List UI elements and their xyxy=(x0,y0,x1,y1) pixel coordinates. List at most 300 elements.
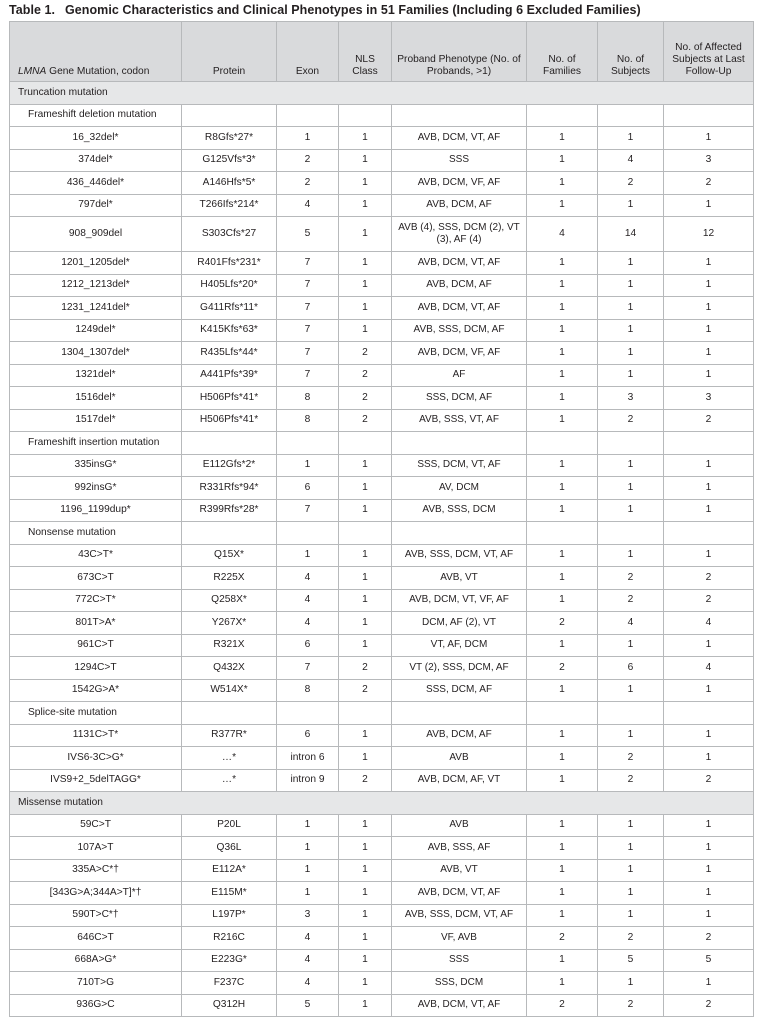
cell-affected: 5 xyxy=(664,949,754,972)
cell-subjects: 1 xyxy=(598,679,664,702)
cell-families: 2 xyxy=(527,994,598,1017)
cell-subjects: 2 xyxy=(598,994,664,1017)
cell-families: 1 xyxy=(527,364,598,387)
cell-phenotype: VT (2), SSS, DCM, AF xyxy=(392,657,527,680)
cell-families: 1 xyxy=(527,949,598,972)
cell-mutation: 1231_1241del* xyxy=(10,297,182,320)
table-row xyxy=(10,882,754,905)
cell-mutation: 335insG* xyxy=(10,454,182,477)
cell-protein: R401Ffs*231* xyxy=(182,252,277,275)
cell-exon: 1 xyxy=(277,837,339,860)
cell-subjects: 4 xyxy=(598,612,664,635)
cell-phenotype: SSS, DCM, VT, AF xyxy=(392,454,527,477)
cell-families: 1 xyxy=(527,769,598,792)
cell-nls: 2 xyxy=(339,657,392,680)
cell-protein: Q258X* xyxy=(182,589,277,612)
table-row xyxy=(10,747,754,770)
cell-subjects: 1 xyxy=(598,972,664,995)
cell-exon: 1 xyxy=(277,859,339,882)
cell-families: 1 xyxy=(527,904,598,927)
cell-protein: R321X xyxy=(182,634,277,657)
cell-mutation: 335A>C*† xyxy=(10,859,182,882)
cell-nls: 1 xyxy=(339,544,392,567)
cell-subjects: 1 xyxy=(598,904,664,927)
table-row xyxy=(10,837,754,860)
cell-exon: 7 xyxy=(277,657,339,680)
cell-families: 1 xyxy=(527,567,598,590)
col-subjects: No. of Subjects xyxy=(598,22,664,82)
cell-families: 1 xyxy=(527,409,598,432)
cell-nls: 1 xyxy=(339,149,392,172)
cell-affected: 1 xyxy=(664,194,754,217)
cell-subjects: 1 xyxy=(598,859,664,882)
cell-protein: E115M* xyxy=(182,882,277,905)
cell-phenotype: AVB xyxy=(392,747,527,770)
cell-nls: 1 xyxy=(339,927,392,950)
cell-phenotype: AVB, VT xyxy=(392,567,527,590)
cell-families: 1 xyxy=(527,252,598,275)
cell-protein: H506Pfs*41* xyxy=(182,387,277,410)
cell-families: 1 xyxy=(527,342,598,365)
cell-affected: 2 xyxy=(664,172,754,195)
table-row xyxy=(10,679,754,702)
cell-subjects: 1 xyxy=(598,544,664,567)
cell-exon: 7 xyxy=(277,499,339,522)
table-row xyxy=(10,814,754,837)
cell-mutation: 797del* xyxy=(10,194,182,217)
cell-phenotype: AVB, VT xyxy=(392,859,527,882)
table-row xyxy=(10,859,754,882)
table-row xyxy=(10,927,754,950)
table-title xyxy=(9,3,641,17)
table-row xyxy=(10,994,754,1017)
table-row xyxy=(10,499,754,522)
subcategory-row: Nonsense mutation xyxy=(10,522,754,545)
cell-families: 1 xyxy=(527,724,598,747)
cell-phenotype: AVB, SSS, DCM xyxy=(392,499,527,522)
cell-mutation: 673C>T xyxy=(10,567,182,590)
cell-mutation: 801T>A* xyxy=(10,612,182,635)
cell-protein: A441Pfs*39* xyxy=(182,364,277,387)
cell-nls: 1 xyxy=(339,127,392,150)
cell-nls: 1 xyxy=(339,252,392,275)
cell-phenotype: DCM, AF (2), VT xyxy=(392,612,527,635)
cell-phenotype: AVB, DCM, VT, AF xyxy=(392,297,527,320)
cell-affected: 1 xyxy=(664,904,754,927)
cell-mutation: 1516del* xyxy=(10,387,182,410)
table-row xyxy=(10,972,754,995)
cell-mutation: 1304_1307del* xyxy=(10,342,182,365)
cell-protein: L197P* xyxy=(182,904,277,927)
table-row xyxy=(10,297,754,320)
cell-nls: 2 xyxy=(339,364,392,387)
cell-exon: 4 xyxy=(277,972,339,995)
cell-phenotype: AVB, DCM, VT, AF xyxy=(392,994,527,1017)
cell-affected: 1 xyxy=(664,274,754,297)
cell-subjects: 4 xyxy=(598,149,664,172)
cell-affected: 2 xyxy=(664,927,754,950)
cell-affected: 1 xyxy=(664,544,754,567)
cell-families: 1 xyxy=(527,634,598,657)
cell-protein: R399Rfs*28* xyxy=(182,499,277,522)
cell-affected: 4 xyxy=(664,657,754,680)
cell-families: 1 xyxy=(527,194,598,217)
cell-subjects: 1 xyxy=(598,194,664,217)
cell-subjects: 2 xyxy=(598,589,664,612)
cell-exon: 8 xyxy=(277,387,339,410)
cell-phenotype: AVB, DCM, VT, AF xyxy=(392,127,527,150)
cell-subjects: 5 xyxy=(598,949,664,972)
col-nls-class: NLS Class xyxy=(339,22,392,82)
cell-nls: 1 xyxy=(339,859,392,882)
cell-subjects: 1 xyxy=(598,319,664,342)
table-row xyxy=(10,657,754,680)
cell-mutation: IVS6-3C>G* xyxy=(10,747,182,770)
cell-nls: 2 xyxy=(339,769,392,792)
cell-phenotype: VF, AVB xyxy=(392,927,527,950)
cell-exon: intron 9 xyxy=(277,769,339,792)
col-families: No. of Families xyxy=(527,22,598,82)
col-exon: Exon xyxy=(277,22,339,82)
cell-nls: 2 xyxy=(339,409,392,432)
cell-affected: 1 xyxy=(664,297,754,320)
cell-phenotype: AVB, DCM, AF xyxy=(392,194,527,217)
cell-nls: 1 xyxy=(339,454,392,477)
cell-protein: R225X xyxy=(182,567,277,590)
cell-mutation: 961C>T xyxy=(10,634,182,657)
col-mutation: LMNA Gene Mutation, codon xyxy=(10,22,182,82)
cell-families: 1 xyxy=(527,859,598,882)
cell-nls: 1 xyxy=(339,477,392,500)
cell-affected: 1 xyxy=(664,454,754,477)
cell-families: 1 xyxy=(527,127,598,150)
cell-families: 2 xyxy=(527,612,598,635)
cell-mutation: 590T>C*† xyxy=(10,904,182,927)
table-row xyxy=(10,364,754,387)
table-row xyxy=(10,194,754,217)
cell-protein: E112Gfs*2* xyxy=(182,454,277,477)
cell-families: 1 xyxy=(527,387,598,410)
cell-protein: R377R* xyxy=(182,724,277,747)
cell-nls: 1 xyxy=(339,612,392,635)
table-row xyxy=(10,172,754,195)
cell-affected: 1 xyxy=(664,342,754,365)
cell-subjects: 1 xyxy=(598,814,664,837)
table-row xyxy=(10,274,754,297)
table-row xyxy=(10,454,754,477)
cell-nls: 1 xyxy=(339,747,392,770)
cell-nls: 1 xyxy=(339,567,392,590)
cell-affected: 1 xyxy=(664,477,754,500)
cell-affected: 1 xyxy=(664,972,754,995)
cell-phenotype: SSS xyxy=(392,149,527,172)
cell-exon: 2 xyxy=(277,172,339,195)
cell-phenotype: VT, AF, DCM xyxy=(392,634,527,657)
cell-protein: R435Lfs*44* xyxy=(182,342,277,365)
cell-families: 1 xyxy=(527,972,598,995)
cell-exon: 7 xyxy=(277,319,339,342)
cell-exon: 5 xyxy=(277,994,339,1017)
cell-affected: 1 xyxy=(664,882,754,905)
cell-subjects: 3 xyxy=(598,387,664,410)
cell-families: 1 xyxy=(527,679,598,702)
cell-affected: 1 xyxy=(664,364,754,387)
cell-mutation: 1196_1199dup* xyxy=(10,499,182,522)
cell-exon: 7 xyxy=(277,297,339,320)
cell-mutation: 1249del* xyxy=(10,319,182,342)
cell-protein: K415Kfs*63* xyxy=(182,319,277,342)
cell-phenotype: AVB xyxy=(392,814,527,837)
cell-mutation: 992insG* xyxy=(10,477,182,500)
cell-exon: 4 xyxy=(277,194,339,217)
cell-affected: 1 xyxy=(664,837,754,860)
cell-phenotype: AV, DCM xyxy=(392,477,527,500)
cell-subjects: 1 xyxy=(598,724,664,747)
cell-affected: 3 xyxy=(664,387,754,410)
table-row xyxy=(10,904,754,927)
subcategory-row: Frameshift insertion mutation xyxy=(10,432,754,455)
cell-mutation: 374del* xyxy=(10,149,182,172)
cell-nls: 1 xyxy=(339,949,392,972)
cell-exon: 4 xyxy=(277,567,339,590)
genomic-table xyxy=(9,21,754,1017)
cell-nls: 1 xyxy=(339,882,392,905)
cell-subjects: 1 xyxy=(598,297,664,320)
cell-phenotype: SSS, DCM, AF xyxy=(392,679,527,702)
cell-phenotype: AVB, DCM, VF, AF xyxy=(392,172,527,195)
cell-families: 2 xyxy=(527,927,598,950)
table-row xyxy=(10,544,754,567)
cell-protein: Q432X xyxy=(182,657,277,680)
cell-subjects: 1 xyxy=(598,252,664,275)
cell-protein: F237C xyxy=(182,972,277,995)
cell-subjects: 2 xyxy=(598,927,664,950)
cell-mutation: 772C>T* xyxy=(10,589,182,612)
cell-nls: 1 xyxy=(339,319,392,342)
cell-affected: 1 xyxy=(664,127,754,150)
cell-exon: 8 xyxy=(277,679,339,702)
cell-phenotype: AVB, DCM, AF xyxy=(392,274,527,297)
cell-subjects: 1 xyxy=(598,837,664,860)
cell-exon: 1 xyxy=(277,882,339,905)
cell-protein: …* xyxy=(182,769,277,792)
cell-nls: 1 xyxy=(339,837,392,860)
table-row xyxy=(10,724,754,747)
cell-phenotype: AVB (4), SSS, DCM (2), VT (3), AF (4) xyxy=(392,217,527,252)
cell-mutation: [343G>A;344A>T]*† xyxy=(10,882,182,905)
cell-exon: 4 xyxy=(277,927,339,950)
header-row xyxy=(10,22,754,82)
table-row xyxy=(10,387,754,410)
cell-phenotype: AVB, DCM, VT, AF xyxy=(392,252,527,275)
cell-families: 1 xyxy=(527,149,598,172)
cell-mutation: 1131C>T* xyxy=(10,724,182,747)
cell-nls: 1 xyxy=(339,994,392,1017)
table-number: Table 1. xyxy=(9,3,56,17)
cell-exon: 6 xyxy=(277,477,339,500)
cell-protein: W514X* xyxy=(182,679,277,702)
cell-phenotype: AVB, SSS, AF xyxy=(392,837,527,860)
cell-protein: Q15X* xyxy=(182,544,277,567)
table-row xyxy=(10,342,754,365)
cell-exon: 1 xyxy=(277,544,339,567)
cell-affected: 2 xyxy=(664,567,754,590)
cell-affected: 1 xyxy=(664,814,754,837)
cell-nls: 1 xyxy=(339,274,392,297)
cell-phenotype: AVB, SSS, DCM, VT, AF xyxy=(392,904,527,927)
table-row xyxy=(10,477,754,500)
cell-exon: 7 xyxy=(277,252,339,275)
cell-subjects: 1 xyxy=(598,477,664,500)
cell-families: 1 xyxy=(527,589,598,612)
cell-subjects: 6 xyxy=(598,657,664,680)
cell-nls: 1 xyxy=(339,814,392,837)
cell-protein: Q312H xyxy=(182,994,277,1017)
cell-exon: 6 xyxy=(277,634,339,657)
cell-subjects: 2 xyxy=(598,567,664,590)
cell-mutation: IVS9+2_5delTAGG* xyxy=(10,769,182,792)
cell-mutation: 936G>C xyxy=(10,994,182,1017)
cell-families: 1 xyxy=(527,172,598,195)
cell-families: 1 xyxy=(527,454,598,477)
cell-phenotype: AVB, DCM, AF xyxy=(392,724,527,747)
cell-families: 1 xyxy=(527,477,598,500)
table-row xyxy=(10,127,754,150)
cell-exon: 1 xyxy=(277,814,339,837)
cell-affected: 2 xyxy=(664,994,754,1017)
cell-families: 1 xyxy=(527,274,598,297)
cell-nls: 1 xyxy=(339,172,392,195)
cell-exon: intron 6 xyxy=(277,747,339,770)
table-row xyxy=(10,409,754,432)
cell-protein: Q36L xyxy=(182,837,277,860)
table-row xyxy=(10,149,754,172)
cell-protein: G411Rfs*11* xyxy=(182,297,277,320)
cell-protein: H405Lfs*20* xyxy=(182,274,277,297)
cell-mutation: 668A>G* xyxy=(10,949,182,972)
cell-protein: Y267X* xyxy=(182,612,277,635)
cell-subjects: 1 xyxy=(598,274,664,297)
cell-affected: 1 xyxy=(664,724,754,747)
table-row xyxy=(10,949,754,972)
cell-families: 1 xyxy=(527,297,598,320)
cell-mutation: 1294C>T xyxy=(10,657,182,680)
cell-subjects: 1 xyxy=(598,127,664,150)
cell-mutation: 1542G>A* xyxy=(10,679,182,702)
table-row xyxy=(10,769,754,792)
cell-exon: 4 xyxy=(277,612,339,635)
subcategory-row: Frameshift deletion mutation xyxy=(10,104,754,127)
cell-affected: 3 xyxy=(664,149,754,172)
cell-affected: 1 xyxy=(664,252,754,275)
cell-affected: 1 xyxy=(664,859,754,882)
cell-phenotype: SSS, DCM, AF xyxy=(392,387,527,410)
cell-phenotype: AVB, DCM, VF, AF xyxy=(392,342,527,365)
cell-nls: 1 xyxy=(339,589,392,612)
table-row xyxy=(10,567,754,590)
cell-exon: 8 xyxy=(277,409,339,432)
cell-protein: R331Rfs*94* xyxy=(182,477,277,500)
cell-mutation: 646C>T xyxy=(10,927,182,950)
cell-affected: 1 xyxy=(664,679,754,702)
cell-phenotype: AVB, DCM, VT, AF xyxy=(392,882,527,905)
cell-affected: 1 xyxy=(664,499,754,522)
cell-exon: 2 xyxy=(277,149,339,172)
cell-phenotype: AVB, SSS, DCM, AF xyxy=(392,319,527,342)
table-row xyxy=(10,612,754,635)
cell-families: 1 xyxy=(527,499,598,522)
cell-subjects: 2 xyxy=(598,172,664,195)
cell-mutation: 1212_1213del* xyxy=(10,274,182,297)
cell-affected: 1 xyxy=(664,747,754,770)
cell-nls: 2 xyxy=(339,387,392,410)
cell-affected: 2 xyxy=(664,769,754,792)
cell-affected: 2 xyxy=(664,409,754,432)
cell-subjects: 1 xyxy=(598,342,664,365)
cell-families: 1 xyxy=(527,544,598,567)
cell-families: 1 xyxy=(527,837,598,860)
table-row xyxy=(10,634,754,657)
cell-protein: G125Vfs*3* xyxy=(182,149,277,172)
cell-mutation: 436_446del* xyxy=(10,172,182,195)
cell-nls: 1 xyxy=(339,499,392,522)
table-row xyxy=(10,252,754,275)
cell-exon: 1 xyxy=(277,454,339,477)
cell-affected: 1 xyxy=(664,634,754,657)
cell-mutation: 710T>G xyxy=(10,972,182,995)
table-row xyxy=(10,319,754,342)
cell-protein: E223G* xyxy=(182,949,277,972)
cell-subjects: 1 xyxy=(598,499,664,522)
cell-phenotype: AVB, SSS, VT, AF xyxy=(392,409,527,432)
cell-mutation: 1517del* xyxy=(10,409,182,432)
cell-nls: 1 xyxy=(339,217,392,252)
cell-mutation: 1321del* xyxy=(10,364,182,387)
subcategory-row: Splice-site mutation xyxy=(10,702,754,725)
cell-nls: 2 xyxy=(339,342,392,365)
cell-mutation: 59C>T xyxy=(10,814,182,837)
col-affected: No. of Affected Subjects at Last Follow-Up xyxy=(664,22,754,82)
cell-nls: 1 xyxy=(339,904,392,927)
category-row: Missense mutation xyxy=(10,792,754,815)
cell-subjects: 1 xyxy=(598,882,664,905)
cell-families: 1 xyxy=(527,319,598,342)
cell-exon: 5 xyxy=(277,217,339,252)
cell-exon: 1 xyxy=(277,127,339,150)
cell-exon: 3 xyxy=(277,904,339,927)
cell-protein: R216C xyxy=(182,927,277,950)
category-row: Truncation mutation xyxy=(10,82,754,105)
cell-exon: 4 xyxy=(277,589,339,612)
cell-nls: 1 xyxy=(339,297,392,320)
cell-mutation: 16_32del* xyxy=(10,127,182,150)
cell-affected: 12 xyxy=(664,217,754,252)
cell-nls: 1 xyxy=(339,972,392,995)
cell-nls: 1 xyxy=(339,194,392,217)
table-row xyxy=(10,589,754,612)
cell-protein: E112A* xyxy=(182,859,277,882)
cell-protein: A146Hfs*5* xyxy=(182,172,277,195)
col-protein: Protein xyxy=(182,22,277,82)
cell-phenotype: AVB, DCM, AF, VT xyxy=(392,769,527,792)
cell-subjects: 2 xyxy=(598,747,664,770)
cell-families: 2 xyxy=(527,657,598,680)
table-row xyxy=(10,217,754,252)
cell-nls: 2 xyxy=(339,679,392,702)
cell-subjects: 2 xyxy=(598,409,664,432)
cell-phenotype: SSS, DCM xyxy=(392,972,527,995)
cell-exon: 4 xyxy=(277,949,339,972)
